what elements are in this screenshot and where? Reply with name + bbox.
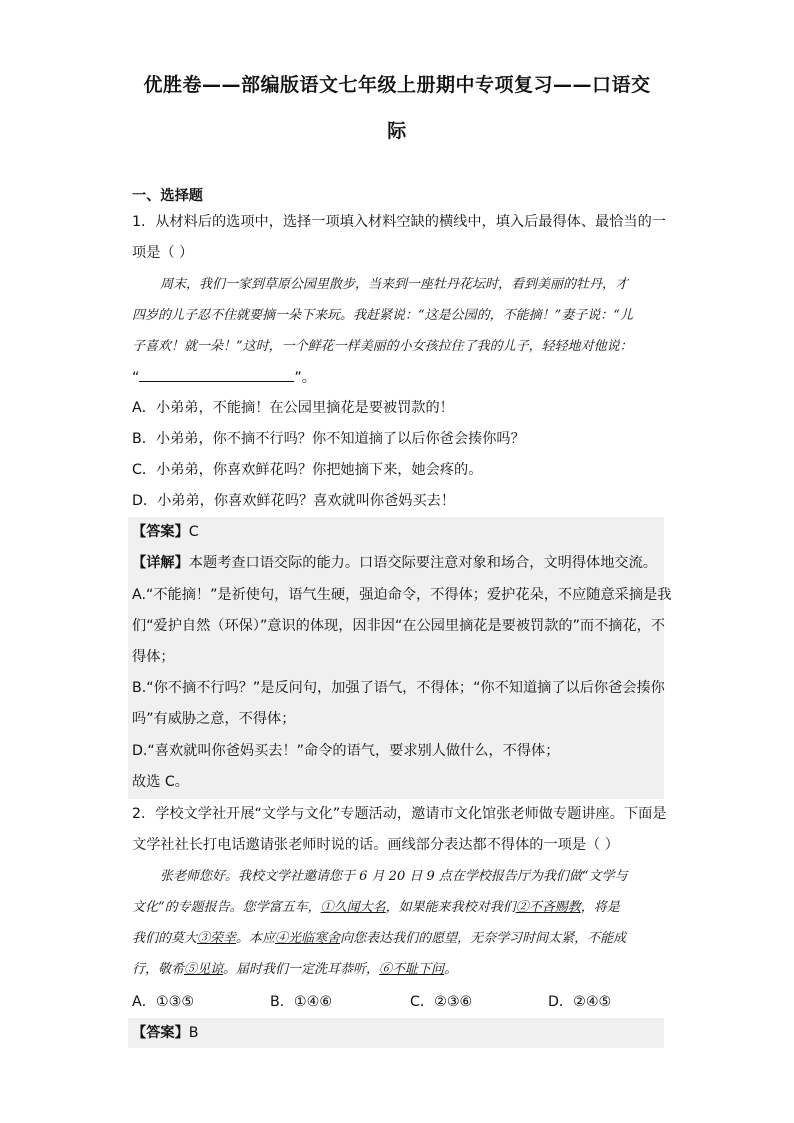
q1-option-b: B．小弟弟，你不摘不行吗？你不知道摘了以后你爸会揍你吗？ xyxy=(132,431,525,447)
q1-passage-line: 四岁的儿子忍不住就要摘一朵下来玩。我赶紧说：“这是公园的，不能摘！”妻子说：“儿 xyxy=(132,308,633,323)
q1-passage-line: 子喜欢！就一朵！”这时，一个鲜花一样美丽的小女孩拉住了我的儿子，轻轻地对他说： xyxy=(132,339,633,354)
section-heading: 一、选择题 xyxy=(132,188,203,204)
q2-passage-line: 文化”的专题报告。您学富五车，①久闻大名，如果能来我校对我们②不吝赐教，将是 xyxy=(132,900,620,915)
underlined-phrase: ⑥不耻下问 xyxy=(379,962,445,977)
underlined-phrase: ①久闻大名 xyxy=(320,900,386,915)
q1-option-d: D．小弟弟，你喜欢鲜花吗？喜欢就叫你爸妈买去！ xyxy=(132,493,456,509)
q1-passage-line: 周末，我们一家到草原公园里散步，当来到一座牡丹花坛时，看到美丽的牡丹，才 xyxy=(160,277,629,292)
q1-detail-line: D.“喜欢就叫你爸妈买去！”命令的语气，要求别人做什么，不得体； xyxy=(132,743,560,759)
q2-answer: 【答案】B xyxy=(132,1025,199,1041)
q2-option-b: B．①④⑥ xyxy=(270,994,333,1010)
blank-line xyxy=(139,367,294,382)
q1-detail-line: A.“不能摘！”是祈使句，语气生硬，强迫命令，不得体；爱护花朵，不应随意采摘是我 xyxy=(132,587,672,603)
q1-stem-line-2: 项是（ ） xyxy=(132,245,194,261)
q1-detail-line: 们“爱护自然（环保）”意识的体现，因非因“在公园里摘花是要被罚款的”而不摘花，不 xyxy=(132,618,666,634)
q1-detail-line: 故选 C。 xyxy=(132,774,189,790)
q1-detail-line: 得体； xyxy=(132,649,175,665)
q2-passage-line: 行，敬希⑤见谅。届时我们一定洗耳恭听，⑥不耻下问。 xyxy=(132,962,458,977)
q1-stem-line-1: 1．从材料后的选项中，选择一项填入材料空缺的横线中，填入后最得体、最恰当的一 xyxy=(132,214,666,230)
underlined-phrase: ④光临寒舍 xyxy=(275,931,341,946)
q1-detail-line: B.“你不摘不行吗？”是反问句，加强了语气，不得体；“你不知道摘了以后你爸会揍你 xyxy=(132,680,665,696)
underlined-phrase: ②不吝赐教 xyxy=(515,900,581,915)
q1-detail: 【详解】本题考查口语交际的能力。口语交际要注意对象和场合，文明得体地交流。 xyxy=(132,555,657,571)
q2-stem-line-1: 2．学校文学社开展“文学与文化”专题活动，邀请市文化馆张老师做专题讲座。下面是 xyxy=(132,806,667,822)
page-title: 优胜卷——部编版语文七年级上册期中专项复习——口语交 xyxy=(143,74,651,96)
q2-option-c: C．②③⑥ xyxy=(410,994,473,1010)
underlined-phrase: ③荣幸 xyxy=(197,931,237,946)
q2-option-d: D．②④⑤ xyxy=(548,994,612,1010)
underlined-phrase: ⑤见谅 xyxy=(184,962,224,977)
q2-option-a: A．①③⑤ xyxy=(132,994,195,1010)
q1-answer-blank: “ ”。 xyxy=(132,367,316,388)
q2-passage-line: 张老师您好。我校文学社邀请您于 6 月 20 日 9 点在学校报告厅为我们做“文学与 xyxy=(160,869,628,884)
q2-answer-panel xyxy=(128,1018,664,1048)
q2-stem-line-2: 文学社社长打电话邀请张老师时说的话。画线部分表达都不得体的一项是（ ） xyxy=(132,837,619,853)
q1-option-a: A．小弟弟，不能摘！在公园里摘花是要被罚款的！ xyxy=(132,400,454,416)
page-title-continued: 际 xyxy=(387,120,407,142)
q1-detail-line: 吗”有威胁之意，不得体； xyxy=(132,711,296,727)
q1-answer: 【答案】C xyxy=(132,524,199,540)
q1-option-c: C．小弟弟，你喜欢鲜花吗？你把她摘下来，她会疼的。 xyxy=(132,462,483,478)
q2-passage-line: 我们的莫大③荣幸。本应④光临寒舍向您表达我们的愿望，无奈学习时间太紧，不能成 xyxy=(132,931,627,946)
